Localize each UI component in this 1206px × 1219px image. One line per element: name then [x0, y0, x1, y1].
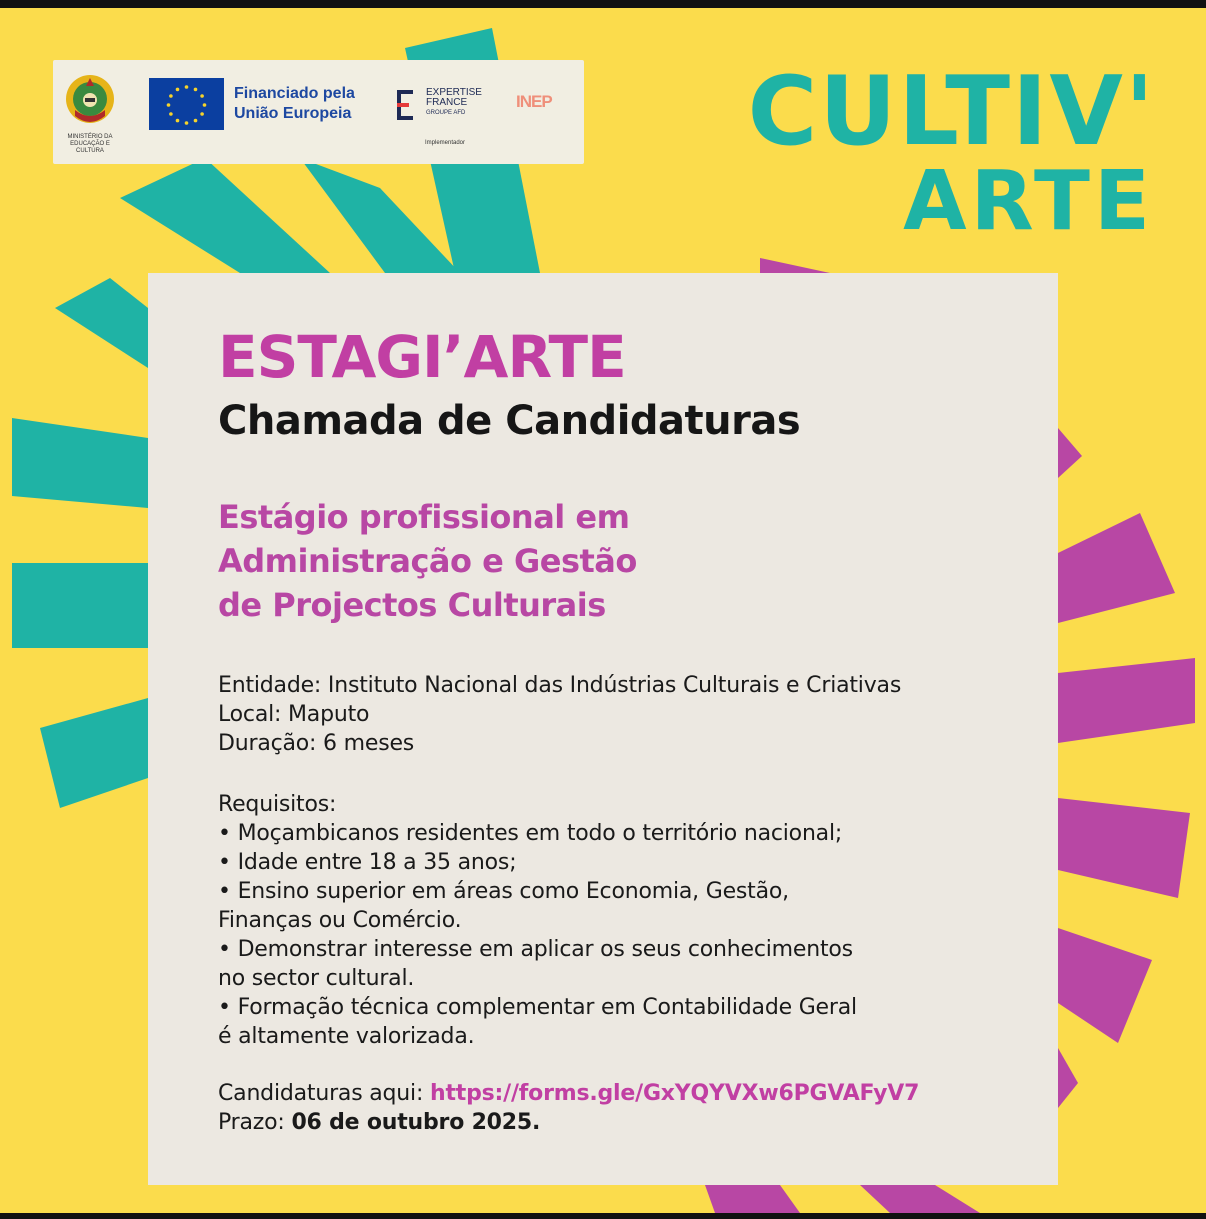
ray-teal-left-3	[12, 563, 148, 648]
mozambique-emblem-icon	[63, 72, 117, 132]
requirement-item: • Formação técnica complementar em Contabilidade Geral	[218, 995, 857, 1020]
eu-funding-text	[234, 84, 355, 124]
ray-magenta-top	[760, 258, 830, 273]
ray-teal-left-1	[55, 278, 148, 368]
deadline-value: 06 de outubro 2025.	[291, 1110, 541, 1135]
ray-magenta-right-5	[1058, 928, 1152, 1043]
deadline-line	[218, 1108, 919, 1137]
ray-magenta-right-6	[1058, 1048, 1078, 1108]
position-line3: de Projectos Culturais	[218, 586, 606, 624]
job-info	[218, 671, 901, 758]
apply-line	[218, 1079, 919, 1108]
ministry-label: MINISTÉRIO DA EDUCAÇÃO E CULTURA	[67, 134, 113, 154]
requirements-list	[218, 790, 857, 1051]
requirement-item: • Ensino superior em áreas como Economia, Gestão,	[218, 879, 789, 904]
brand-line1: CULTIV'	[747, 57, 1156, 167]
deadline-label: Prazo:	[218, 1110, 285, 1135]
eu-funding-line1: Financiado pela	[234, 85, 355, 102]
implementer-label: Implementador	[424, 140, 466, 146]
ray-magenta-bottom-1	[705, 1185, 800, 1213]
requirements-heading: Requisitos:	[218, 792, 337, 817]
requirement-item: Finanças ou Comércio.	[218, 908, 462, 933]
ray-teal-top-3	[120, 158, 330, 273]
announcement-card	[148, 273, 1058, 1185]
ray-magenta-right-1	[1058, 428, 1082, 478]
ray-magenta-right-3	[1058, 658, 1195, 743]
info-duration: Duração: 6 meses	[218, 731, 415, 756]
ray-teal-left-4	[40, 698, 148, 808]
position-title	[218, 495, 637, 627]
ray-magenta-right-2	[1058, 513, 1175, 623]
brand-line2: ARTE	[903, 154, 1154, 249]
page-subtitle: Chamada de Candidaturas	[218, 398, 801, 444]
position-line2: Administração e Gestão	[218, 542, 637, 580]
expertise-line1: EXPERTISE	[426, 87, 482, 98]
page-title: ESTAGI’ARTE	[218, 323, 626, 391]
apply-label: Candidaturas aqui:	[218, 1081, 424, 1106]
expertise-france-text	[426, 88, 482, 118]
expertise-line3: GROUPE AFD	[426, 110, 466, 116]
application-form-link[interactable]: https://forms.gle/GxYQYVXw6PGVAFyV7	[429, 1081, 920, 1106]
ray-magenta-right-4	[1058, 798, 1190, 898]
inep-logo: INEP	[516, 92, 552, 111]
position-line1: Estágio profissional em	[218, 498, 630, 536]
cultivarte-wordmark	[747, 57, 1156, 249]
info-location: Local: Maputo	[218, 702, 370, 727]
poster	[0, 8, 1206, 1213]
eu-funding-line2: União Europeia	[234, 105, 352, 122]
requirement-item: • Moçambicanos residentes em todo o território nacional;	[218, 821, 843, 846]
eu-flag-icon	[149, 78, 224, 130]
info-entity: Entidade: Instituto Nacional das Indústrias Culturais e Criativas	[218, 673, 902, 698]
expertise-france-mark-icon	[397, 90, 415, 120]
requirement-item: • Idade entre 18 a 35 anos;	[218, 850, 517, 875]
expertise-line2: FRANCE	[426, 97, 468, 108]
ray-magenta-bottom-2	[860, 1185, 980, 1213]
requirement-item: é altamente valorizada.	[218, 1024, 475, 1049]
requirement-item: no sector cultural.	[218, 966, 415, 991]
partner-logo-bar	[53, 60, 584, 164]
ray-teal-left-2	[12, 418, 148, 508]
requirement-item: • Demonstrar interesse em aplicar os seus conhecimentos	[218, 937, 853, 962]
application-footer	[218, 1079, 919, 1137]
